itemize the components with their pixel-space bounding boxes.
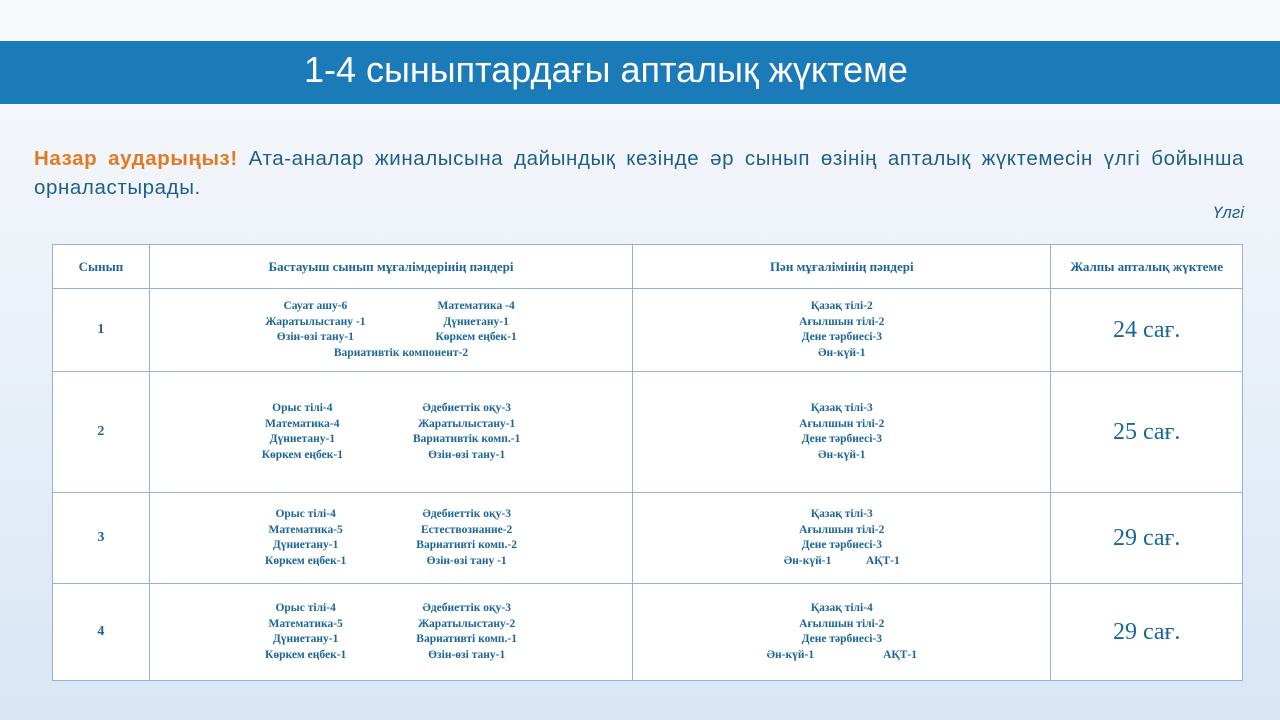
- subject-item: Ағылшын тілі-2: [799, 315, 885, 328]
- table-row: [53, 584, 1243, 681]
- primary-subjects-left-column: [265, 299, 365, 346]
- primary-subject-item: Математика -4: [437, 300, 515, 312]
- subject-item: Ағылшын тілі-2: [799, 417, 885, 430]
- primary-subject-item: Көркем еңбек-1: [265, 648, 347, 661]
- primary-subject-item: Дүниетану-1: [443, 315, 509, 328]
- header-total-load: Жалпы апталық жүктеме: [1051, 245, 1243, 289]
- subject-item: Ән-күй-1 АҚТ-1: [766, 648, 917, 661]
- primary-subject-item: Естествознание-2: [421, 523, 513, 536]
- primary-subjects-left-column: [265, 507, 346, 569]
- total-weekly-load: 29 сағ.: [1051, 584, 1243, 681]
- primary-subjects-cell: [149, 289, 632, 372]
- subject-item: Қазақ тілі-3: [810, 402, 873, 414]
- subject-teacher-cell: [633, 372, 1051, 493]
- primary-subjects-right-column: [416, 601, 517, 663]
- total-weekly-load: 25 сағ.: [1051, 372, 1243, 493]
- table-row: [53, 372, 1243, 493]
- class-number: 3: [53, 493, 150, 584]
- total-weekly-load: 24 сағ.: [1051, 289, 1243, 372]
- subject-item: Ән-күй-1: [818, 448, 866, 461]
- primary-subjects-left-column: [265, 601, 346, 663]
- slide-title: 1-4 сыныптардағы апталық жүктеме: [304, 49, 908, 90]
- notice-text: Ата-аналар жиналысына дайындық кезінде әр сынып өзінің апталық жүктемесін үлгі бойынша орналастырады.: [34, 147, 1244, 199]
- table-row: [53, 289, 1243, 372]
- header-subject-teacher: Пән мұғалімінің пәндері: [633, 245, 1051, 289]
- subject-item: Дене тәрбиесі-3: [801, 331, 882, 343]
- notice-attention: Назар аударыңыз!: [34, 147, 238, 170]
- primary-subjects-cell: [149, 584, 632, 681]
- primary-subject-item: Көркем еңбек-1: [261, 448, 343, 461]
- weekly-load-table: [52, 244, 1243, 681]
- table-row: [53, 493, 1243, 584]
- class-number: 2: [53, 372, 150, 493]
- primary-subject-item: Жаратылыстану-1: [417, 417, 516, 430]
- primary-subject-item: Орыс тілі-4: [272, 402, 333, 414]
- primary-subject-item: Өзін-өзі тану -1: [426, 554, 507, 567]
- primary-subjects-right-column: [416, 507, 517, 569]
- primary-subject-item: Вариативті комп.-1: [416, 633, 518, 645]
- primary-subject-item: Көркем еңбек-1: [435, 331, 517, 343]
- primary-subject-item: Әдебиеттік оқу-3: [422, 508, 511, 520]
- table-header-row: [53, 245, 1243, 289]
- primary-subject-item: Сауат ашу-6: [283, 300, 348, 312]
- subject-teacher-cell: [633, 289, 1051, 372]
- subject-item: Қазақ тілі-4: [810, 602, 873, 614]
- primary-subject-item: Жаратылыстану-2: [417, 617, 516, 630]
- class-number: 1: [53, 289, 150, 372]
- subject-teacher-cell: [633, 493, 1051, 584]
- subject-item: Ағылшын тілі-2: [799, 617, 885, 630]
- subject-item: Дене тәрбиесі-3: [801, 539, 882, 551]
- subject-item: Қазақ тілі-2: [810, 300, 873, 312]
- primary-subject-item: Өзін-өзі тану-1: [428, 648, 506, 661]
- primary-subject-item: Дүниетану-1: [272, 539, 339, 551]
- primary-subject-item: Жаратылыстану -1: [265, 315, 366, 328]
- primary-subjects-right-column: [413, 401, 520, 463]
- primary-subject-item: Дүниетану-1: [269, 433, 336, 445]
- subject-item: Ағылшын тілі-2: [799, 523, 885, 536]
- primary-subject-extra: Вариативтік компонент-2: [333, 346, 469, 359]
- primary-subject-item: Математика-5: [268, 617, 343, 630]
- primary-subject-item: Орыс тілі-4: [275, 508, 336, 520]
- primary-subject-item: Өзін-өзі тану-1: [428, 448, 506, 461]
- primary-subject-item: Вариативті комп.-2: [416, 539, 518, 551]
- subject-teacher-cell: [633, 584, 1051, 681]
- primary-subject-item: Әдебиеттік оқу-3: [422, 402, 511, 414]
- primary-subject-item: Көркем еңбек-1: [265, 554, 347, 567]
- primary-subject-item: Математика-5: [268, 523, 343, 536]
- header-primary-subjects: Бастауыш сынып мұғалімдерінің пәндері: [149, 245, 632, 289]
- primary-subjects-left-column: [262, 401, 343, 463]
- subject-item: Дене тәрбиесі-3: [801, 433, 882, 445]
- primary-subject-item: Вариативтік комп.-1: [412, 433, 521, 445]
- primary-subject-item: Әдебиеттік оқу-3: [422, 602, 511, 614]
- class-number: 4: [53, 584, 150, 681]
- subject-item: Ән-күй-1 АҚТ-1: [783, 554, 900, 567]
- sample-label: Үлгі: [1212, 203, 1244, 222]
- primary-subjects-cell: [149, 372, 632, 493]
- primary-subjects-cell: [149, 493, 632, 584]
- primary-subject-item: Дүниетану-1: [272, 633, 339, 645]
- total-weekly-load: 29 сағ.: [1051, 493, 1243, 584]
- header-class: Сынып: [53, 245, 150, 289]
- subject-item: Ән-күй-1: [818, 346, 866, 359]
- subject-item: Қазақ тілі-3: [810, 508, 873, 520]
- primary-subject-item: Өзін-өзі тану-1: [276, 331, 354, 343]
- notice-paragraph: [34, 144, 1244, 202]
- subject-item: Дене тәрбиесі-3: [801, 633, 882, 645]
- primary-subject-item: Орыс тілі-4: [275, 602, 336, 614]
- primary-subject-item: Математика-4: [265, 417, 340, 430]
- primary-subjects-right-column: [435, 299, 516, 346]
